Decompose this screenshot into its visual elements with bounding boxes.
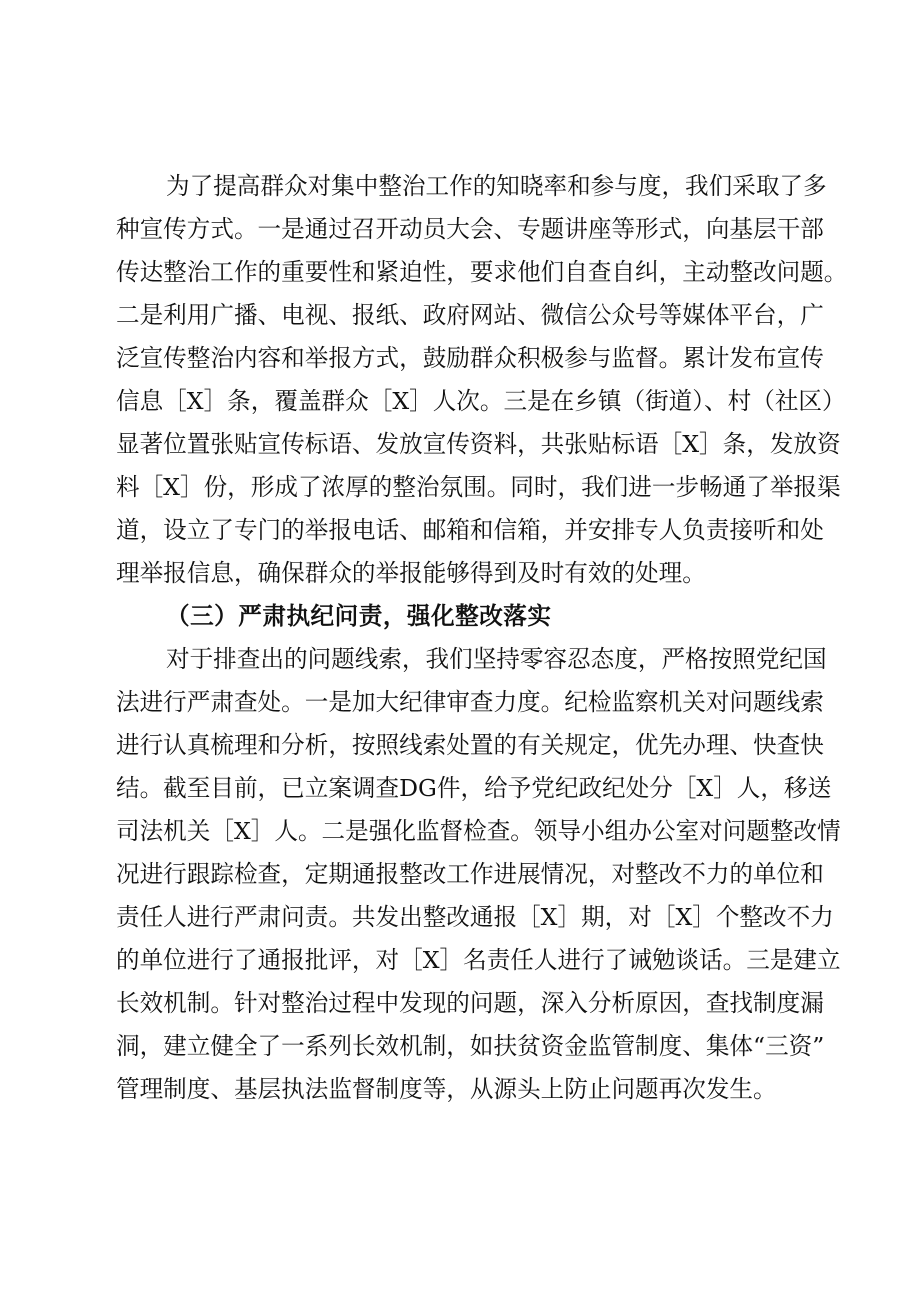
paragraph-2-line-3: 进行认真梳理和分析，按照线索处置的有关规定，优先办理、快查快 (116, 731, 824, 759)
paragraph-2-line-4: 结。截至目前，已立案调查DG件，给予党纪政纪处分［X］人，移送 (116, 774, 832, 802)
paragraph-1-line-4: 二是利用广播、电视、报纸、政府网站、微信公众号等媒体平台，广 (116, 301, 824, 329)
paragraph-2-line-8: 的单位进行了通报批评，对［X］名责任人进行了诫勉谈话。三是建立 (116, 946, 841, 974)
paragraph-1-line-10: 理举报信息，确保群众的举报能够得到及时有效的处理。 (116, 559, 706, 587)
paragraph-2-line-10: 洞，建立健全了一系列长效机制，如扶贫资金监管制度、集体“三资” (116, 1032, 825, 1060)
paragraph-1-line-3: 传达整治工作的重要性和紧迫性，要求他们自查自纠，主动整改问题。 (116, 258, 848, 286)
section-heading: （三）严肃执纪问责，强化整改落实 (166, 602, 552, 630)
paragraph-2-line-6: 况进行跟踪检查，定期通报整改工作进展情况，对整改不力的单位和 (116, 860, 824, 888)
paragraph-1-line-1: 为了提高群众对集中整治工作的知晓率和参与度，我们采取了多 (166, 172, 827, 200)
paragraph-1-line-8: 料［X］份，形成了浓厚的整治氛围。同时，我们进一步畅通了举报渠 (116, 473, 841, 501)
paragraph-2-line-2: 法进行严肃查处。一是加大纪律审查力度。纪检监察机关对问题线索 (116, 688, 824, 716)
paragraph-1-line-6: 信息［X］条，覆盖群众［X］人次。三是在乡镇（街道）、村（社区） (116, 387, 846, 415)
paragraph-2-line-1: 对于排查出的问题线索，我们坚持零容忍态度，严格按照党纪国 (166, 645, 827, 673)
paragraph-2-line-9: 长效机制。针对整治过程中发现的问题，深入分析原因，查找制度漏 (116, 989, 824, 1017)
paragraph-1-line-2: 种宣传方式。一是通过召开动员大会、专题讲座等形式，向基层干部 (116, 215, 824, 243)
paragraph-2-line-5: 司法机关［X］人。二是强化监督检查。领导小组办公室对问题整改情 (116, 817, 841, 845)
paragraph-1-line-9: 道，设立了专门的举报电话、邮箱和信箱，并安排专人负责接听和处 (116, 516, 824, 544)
paragraph-2-line-11: 管理制度、基层执法监督制度等，从源头上防止问题再次发生。 (116, 1075, 777, 1103)
paragraph-2-line-7: 责任人进行严肃问责。共发出整改通报［X］期，对［X］个整改不力 (116, 903, 834, 931)
paragraph-1-line-5: 泛宣传整治内容和举报方式，鼓励群众积极参与监督。累计发布宣传 (116, 344, 824, 372)
paragraph-1-line-7: 显著位置张贴宣传标语、发放宣传资料，共张贴标语［X］条，发放资 (116, 430, 841, 458)
